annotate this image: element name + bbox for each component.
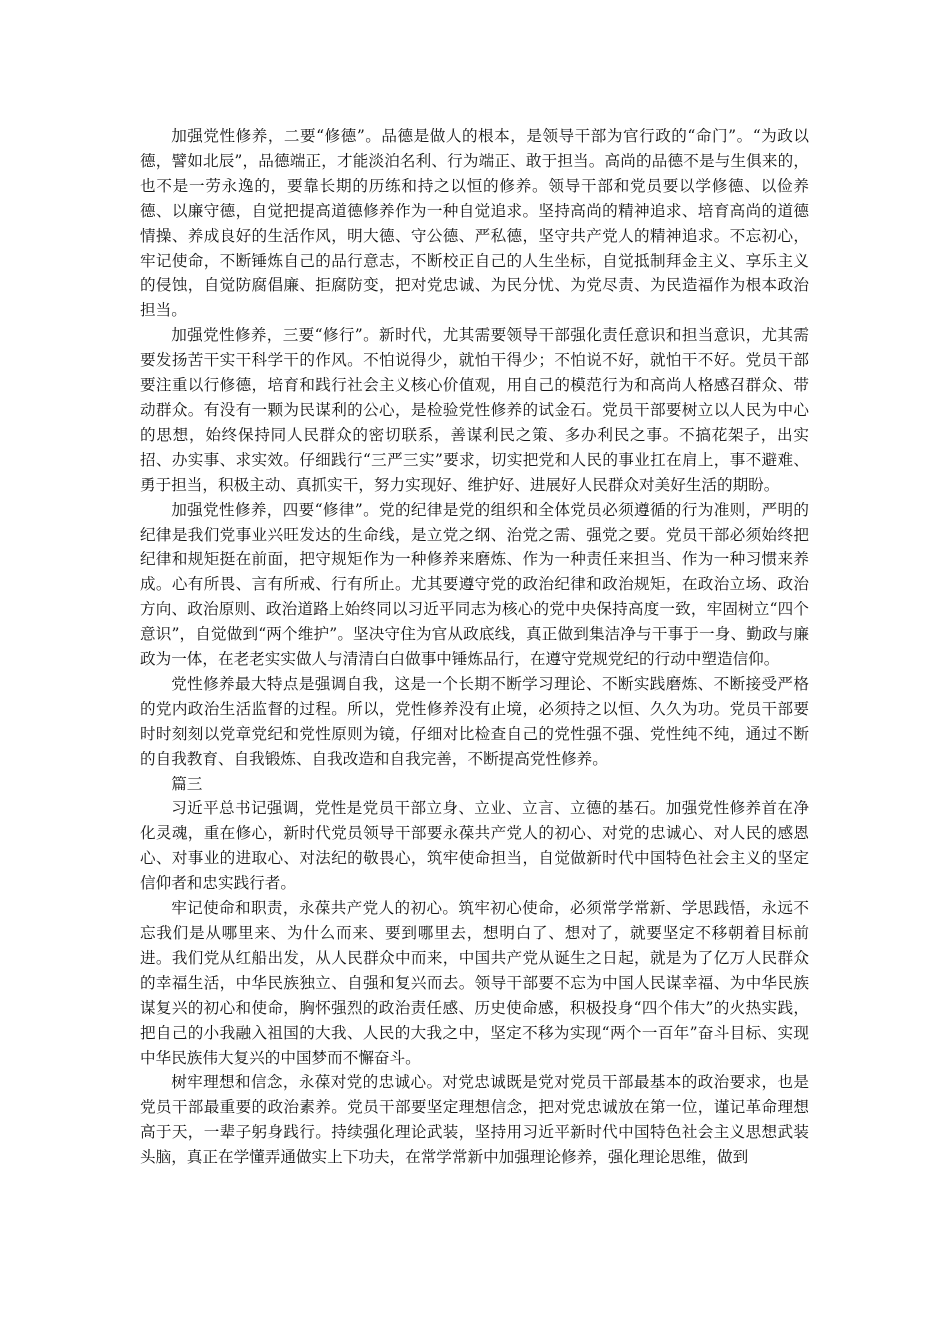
document-body — [140, 124, 809, 1170]
section-heading: 篇三 — [171, 774, 203, 793]
paragraph-summary: 党性修养最大特点是强调自我，这是一个长期不断学习理论、不断实践磨炼、不断接受严格的党内政治生活监督的过程。所以，党性修养没有止境，必须持之以恒、久久为功。党员干部要时时刻刻以党章党纪和党性原则为镜，仔细对比检查自己的党性强不强、党性纯不纯，通过不断的自我教育、自我锻炼、自我改造和自我完善，不断提高党性修养。 — [140, 674, 809, 768]
paragraph-zhongcheng: 树牢理想和信念，永葆对党的忠诚心。对党忠诚既是党对党员干部最基本的政治要求，也是党员干部最重要的政治素养。党员干部要坚定理想信念，把对党忠诚放在第一位，谨记革命理想高于天，一辈子躬身践行。持续强化理论武装，坚持用习近平新时代中国特色社会主义思想武装头脑，真正在学懂弄通做实上下功夫，在常学常新中加强理论修养，强化理论思维，做到 — [140, 1073, 809, 1167]
paragraph-xiude: 加强党性修养，二要“修德”。品德是做人的根本，是领导干部为官行政的“命门”。“为政以德，譬如北辰”，品德端正，才能淡泊名利、行为端正、敢于担当。高尚的品德不是与生俱来的，也不是一劳永逸的，要靠长期的历练和持之以恒的修养。领导干部和党员要以学修德、以俭养德、以廉守德，自觉把提高道德修养作为一种自觉追求。坚持高尚的精神追求、培育高尚的道德情操、养成良好的生活作风，明大德、守公德、严私德，坚守共产党人的精神追求。不忘初心，牢记使命，不断锤炼自己的品行意志，不断校正自己的人生坐标，自觉抵制拜金主义、享乐主义的侵蚀，自觉防腐倡廉、拒腐防变，把对党忠诚、为民分忧、为党尽责、为民造福作为根本政治担当。 — [140, 127, 809, 320]
paragraph-xiulv: 加强党性修养，四要“修律”。党的纪律是党的组织和全体党员必须遵循的行为准则，严明的纪律是我们党事业兴旺发达的生命线，是立党之纲、治党之需、强党之要。党员干部必须始终把纪律和规矩挺在前面，把守规矩作为一种修养来磨炼、作为一种责任来担当、作为一种习惯来养成。心有所畏、言有所戒、行有所止。尤其要遵守党的政治纪律和政治规矩，在政治立场、政治方向、政治原则、政治道路上始终同以习近平同志为核心的党中央保持高度一致，牢固树立“四个意识”，自觉做到“两个维护”。坚决守住为官从政底线，真正做到集洁净与干事于一身、勤政与廉政为一体，在老老实实做人与清清白白做事中锤炼品行，在遵守党规党纪的行动中塑造信仰。 — [140, 500, 809, 669]
paragraph-intro: 习近平总书记强调，党性是党员干部立身、立业、立言、立德的基石。加强党性修养首在净化灵魂，重在修心，新时代党员领导干部要永葆共产党人的初心、对党的忠诚心、对人民的感恩心、对事业的进取心、对法纪的敬畏心，筑牢使命担当，自觉做新时代中国特色社会主义的坚定信仰者和忠实践行者。 — [140, 799, 809, 893]
paragraph-chuxin: 牢记使命和职责，永葆共产党人的初心。筑牢初心使命，必须常学常新、学思践悟，永远不忘我们是从哪里来、为什么而来、要到哪里去，想明白了、想对了，就要坚定不移朝着目标前进。我们党从红船出发，从人民群众中而来，中国共产党从诞生之日起，就是为了亿万人民群众的幸福生活，中华民族独立、自强和复兴而去。领导干部要不忘为中国人民谋幸福、为中华民族谋复兴的初心和使命，胸怀强烈的政治责任感、历史使命感，积极投身“四个伟大”的火热实践，把自己的小我融入祖国的大我、人民的大我之中，坚定不移为实现“两个一百年”奋斗目标、实现中华民族伟大复兴的中国梦而不懈奋斗。 — [140, 899, 809, 1067]
paragraph-xiuxing: 加强党性修养，三要“修行”。新时代，尤其需要领导干部强化责任意识和担当意识，尤其需要发扬苦干实干科学干的作风。不怕说得少，就怕干得少；不怕说不好，就怕干不好。党员干部要注重以行修德，培育和践行社会主义核心价值观，用自己的模范行为和高尚人格感召群众、带动群众。有没有一颗为民谋利的公心，是检验党性修养的试金石。党员干部要树立以人民为中心的思想，始终保持同人民群众的密切联系，善谋利民之策、多办利民之事。不搞花架子，出实招、办实事、求实效。仔细践行“三严三实”要求，切实把党和人民的事业扛在肩上，事不避难、勇于担当，积极主动、真抓实干，努力实现好、维护好、进展好人民群众对美好生活的期盼。 — [140, 326, 809, 494]
